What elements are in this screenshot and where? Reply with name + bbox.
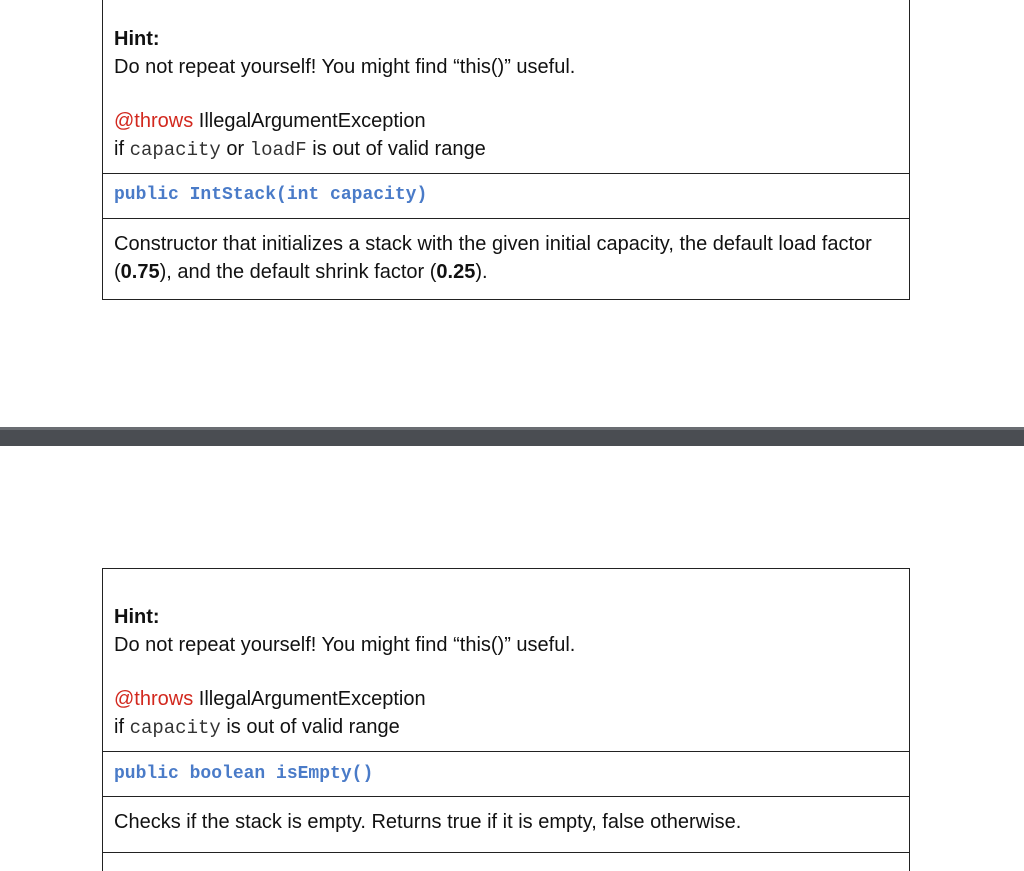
- throws-or: or: [220, 138, 250, 160]
- throws-if: if: [114, 716, 130, 738]
- description-part2: ), and the default shrink factor (: [159, 261, 437, 283]
- method-signature: public boolean isEmpty(): [114, 764, 374, 784]
- method-signature: public IntStack(int capacity): [114, 185, 428, 205]
- document-page-top: [0, 0, 1024, 427]
- throws-exception: IllegalArgumentException: [193, 688, 426, 710]
- throws-exception: IllegalArgumentException: [193, 110, 426, 132]
- throws-tag: @throws: [114, 110, 194, 132]
- throws-condition: [114, 135, 909, 164]
- param-capacity: capacity: [129, 139, 221, 161]
- hint-text: Do not repeat yourself! You might find “this()” useful.: [114, 634, 576, 656]
- hint-cell: [103, 0, 909, 174]
- throws-tag: @throws: [114, 688, 194, 710]
- description-part1: Constructor that initializes a stack with the given initial capacity, the default load factor (: [114, 233, 872, 283]
- throws-line: [114, 685, 909, 713]
- param-capacity: capacity: [129, 717, 221, 739]
- hint-label: Hint:: [114, 606, 160, 628]
- throws-condition: [114, 713, 909, 742]
- isempty-doc-table: [102, 568, 910, 871]
- document-page-bottom: [0, 446, 1024, 871]
- constructor-doc-table: [102, 0, 910, 300]
- throws-line: [114, 107, 909, 135]
- hint-label: Hint:: [114, 28, 160, 50]
- page-separator: [0, 427, 1024, 446]
- shrink-factor-value: 0.25: [436, 261, 476, 283]
- param-loadf: loadF: [249, 139, 307, 161]
- signature-cell: [103, 752, 909, 797]
- hint-cell: [103, 569, 909, 752]
- load-factor-value: 0.75: [120, 261, 160, 283]
- description-cell: [103, 797, 909, 853]
- method-description: [114, 230, 899, 286]
- separator-highlight: [0, 427, 1024, 430]
- description-part3: ).: [475, 261, 488, 283]
- hint-text: Do not repeat yourself! You might find “this()” useful.: [114, 56, 576, 78]
- method-description: Checks if the stack is empty. Returns true if it is empty, false otherwise.: [114, 811, 742, 833]
- throws-if: if: [114, 138, 130, 160]
- throws-rest: is out of valid range: [306, 138, 486, 160]
- description-cell: [103, 219, 909, 299]
- signature-cell: [103, 174, 909, 219]
- throws-rest: is out of valid range: [220, 716, 400, 738]
